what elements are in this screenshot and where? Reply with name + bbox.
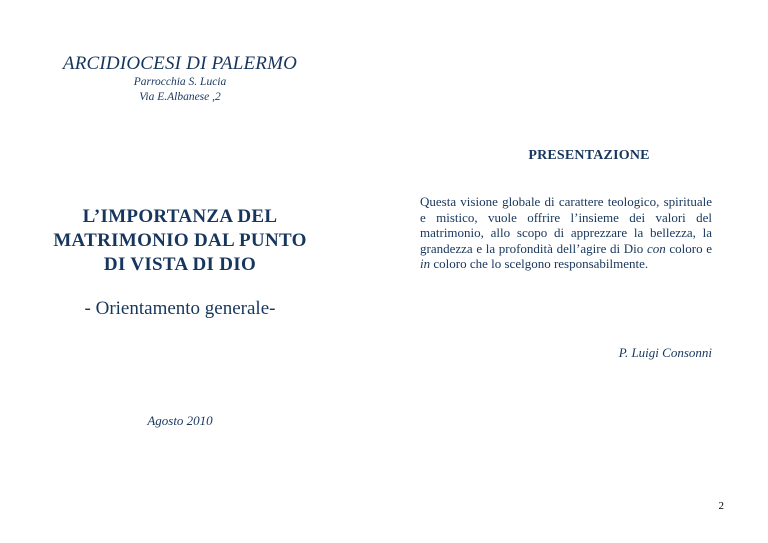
right-page (384, 0, 768, 543)
parish-address: Via E.Albanese ,2 (139, 91, 221, 103)
publication-date: Agosto 2010 (147, 413, 213, 428)
document-subtitle: - Orientamento generale- (84, 298, 276, 319)
author-name: P. Luigi Consonni (618, 345, 712, 360)
title-line-2: MATRIMONIO DAL PUNTO (53, 230, 307, 251)
presentation-paragraph (420, 194, 712, 272)
title-line-1: L’IMPORTANZA DEL (82, 206, 278, 227)
section-title: PRESENTAZIONE (528, 148, 650, 163)
diocese-name: ARCIDIOCESI DI PALERMO (62, 53, 298, 74)
document-title (30, 205, 330, 277)
paragraph-text-2: coloro e (665, 240, 712, 256)
emphasis-con: con (646, 240, 666, 256)
paragraph-text-3: coloro che lo scelgono responsabilmente. (430, 256, 649, 272)
parish-name: Parrocchia S. Lucia (133, 76, 227, 88)
title-line-3: DI VISTA DI DIO (103, 254, 257, 275)
paragraph-text-1: Questa visione globale di carattere teologico, spirituale e mistico, vuole offrire l’insieme dei valori del matrimonio, allo scopo di apprezzare la bellezza, la grandezza e la profondità dell’agire di Dio (420, 194, 712, 256)
page-number: 2 (718, 500, 724, 512)
emphasis-in: in (420, 256, 431, 272)
